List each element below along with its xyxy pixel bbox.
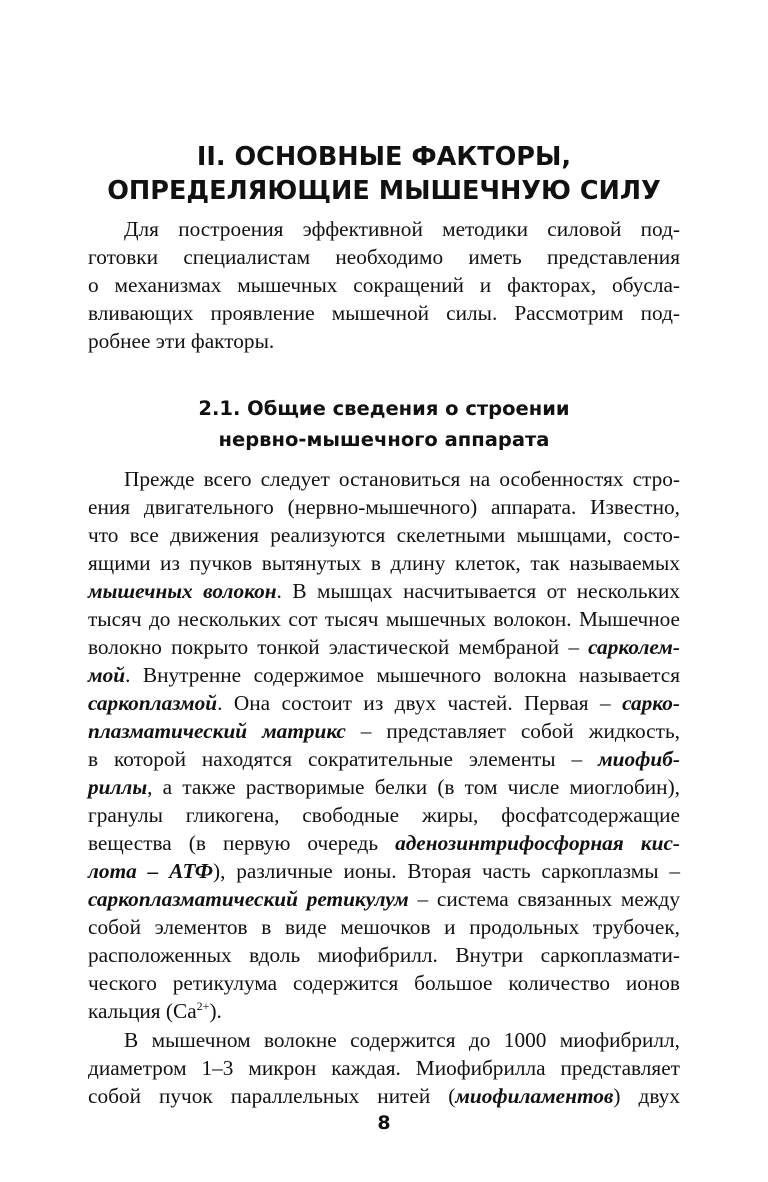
text-line: Прежде всего следует остановиться на особенностях стро- bbox=[124, 467, 680, 491]
text-line bbox=[88, 577, 680, 605]
text-line bbox=[88, 633, 680, 661]
term-emphasis: мышечных волокон bbox=[88, 579, 277, 603]
text-line: расположенных вдоль миофибрилл. Внутри саркоплазмати- bbox=[88, 943, 680, 967]
term-emphasis: риллы bbox=[88, 775, 148, 799]
text-line: о механизмах мышечных сокращений и факторах, обусла- bbox=[88, 273, 680, 297]
text-line: ческого ретикулума содержится большое количество ионов bbox=[88, 971, 680, 995]
text-line: что все движения реализуются скелетными мышцами, состо- bbox=[88, 523, 680, 547]
text-line bbox=[88, 745, 680, 773]
chapter-title-line-1: II. ОСНОВНЫЕ ФАКТОРЫ, bbox=[196, 142, 572, 172]
chapter-title bbox=[88, 140, 680, 208]
term-emphasis: сарко- bbox=[622, 691, 680, 715]
text-fragment: вещества (в первую очередь bbox=[88, 831, 396, 855]
text-line bbox=[88, 661, 680, 689]
text-fragment: ), различные ионы. Вторая часть саркоплазмы – bbox=[213, 859, 680, 883]
text-fragment: – представляет собой жидкость, bbox=[345, 719, 680, 743]
term-emphasis: лота – АТФ bbox=[88, 859, 214, 883]
text-fragment: . В мышцах насчитывается от нескольких bbox=[276, 579, 680, 603]
text-line: Для построения эффективной методики силовой под- bbox=[124, 217, 680, 241]
text-line bbox=[88, 857, 680, 885]
section-title-line-2: нервно-мышечного аппарата bbox=[218, 428, 550, 451]
text-line bbox=[88, 1082, 680, 1110]
text-line bbox=[88, 717, 680, 745]
term-emphasis: плазматический матрикс bbox=[88, 719, 346, 743]
text-fragment: кальция (Ca bbox=[88, 999, 197, 1023]
text-line bbox=[88, 773, 680, 801]
text-line bbox=[88, 829, 680, 857]
term-emphasis: миофиб- bbox=[598, 747, 680, 771]
term-emphasis: мой bbox=[88, 663, 126, 687]
text-fragment: в которой находятся сократительные элементы – bbox=[88, 747, 599, 771]
section-title-line-1: 2.1. Общие сведения о строении bbox=[198, 397, 570, 420]
text-fragment: ). bbox=[209, 999, 222, 1023]
text-fragment: волокно покрыто тонкой эластической мембраной – bbox=[88, 635, 589, 659]
superscript: 2+ bbox=[196, 999, 210, 1013]
page-number: 8 bbox=[377, 1112, 391, 1134]
text-line: В мышечном волокне содержится до 1000 миофибрилл, bbox=[124, 1028, 680, 1052]
text-fragment: ) двух bbox=[613, 1084, 680, 1108]
text-line: ения двигательного (нервно-мышечного) аппарата. Известно, bbox=[88, 495, 680, 519]
text-fragment: – система связанных между bbox=[408, 887, 681, 911]
term-emphasis: саркоплазмой bbox=[88, 691, 218, 715]
text-line: робнее эти факторы. bbox=[88, 329, 275, 353]
term-emphasis: сарколем- bbox=[588, 635, 680, 659]
term-emphasis: аденозинтрифосфорная кис- bbox=[395, 831, 680, 855]
text-fragment: . Она состоит из двух частей. Первая – bbox=[217, 691, 623, 715]
text-fragment: , а также растворимые белки (в том числе миоглобин), bbox=[147, 775, 680, 799]
chapter-title-line-2: ОПРЕДЕЛЯЮЩИЕ МЫШЕЧНУЮ СИЛУ bbox=[107, 176, 661, 206]
text-line: тысяч до нескольких сот тысяч мышечных волокон. Мышечное bbox=[88, 607, 680, 631]
text-line: ящими из пучков вытянутых в длину клеток, так называемых bbox=[88, 551, 680, 575]
text-line bbox=[88, 997, 680, 1025]
text-line bbox=[88, 885, 680, 913]
text-fragment: собой пучок параллельных нитей ( bbox=[88, 1084, 456, 1108]
text-line: диаметром 1–3 микрон каждая. Миофибрилла представляет bbox=[88, 1056, 680, 1080]
text-line bbox=[88, 689, 680, 717]
section-title bbox=[88, 393, 680, 455]
text-line: гранулы гликогена, свободные жиры, фосфатсодержащие bbox=[88, 803, 680, 827]
term-emphasis: саркоплазматический ретикулум bbox=[88, 887, 409, 911]
text-line: вливающих проявление мышечной силы. Рассмотрим под- bbox=[88, 301, 680, 325]
term-emphasis: миофиламентов bbox=[455, 1084, 614, 1108]
text-line: собой элементов в виде мешочков и продольных трубочек, bbox=[88, 915, 680, 939]
text-line: готовки специалистам необходимо иметь представления bbox=[88, 245, 680, 269]
text-fragment: . Внутренне содержимое мышечного волокна называется bbox=[125, 663, 680, 687]
